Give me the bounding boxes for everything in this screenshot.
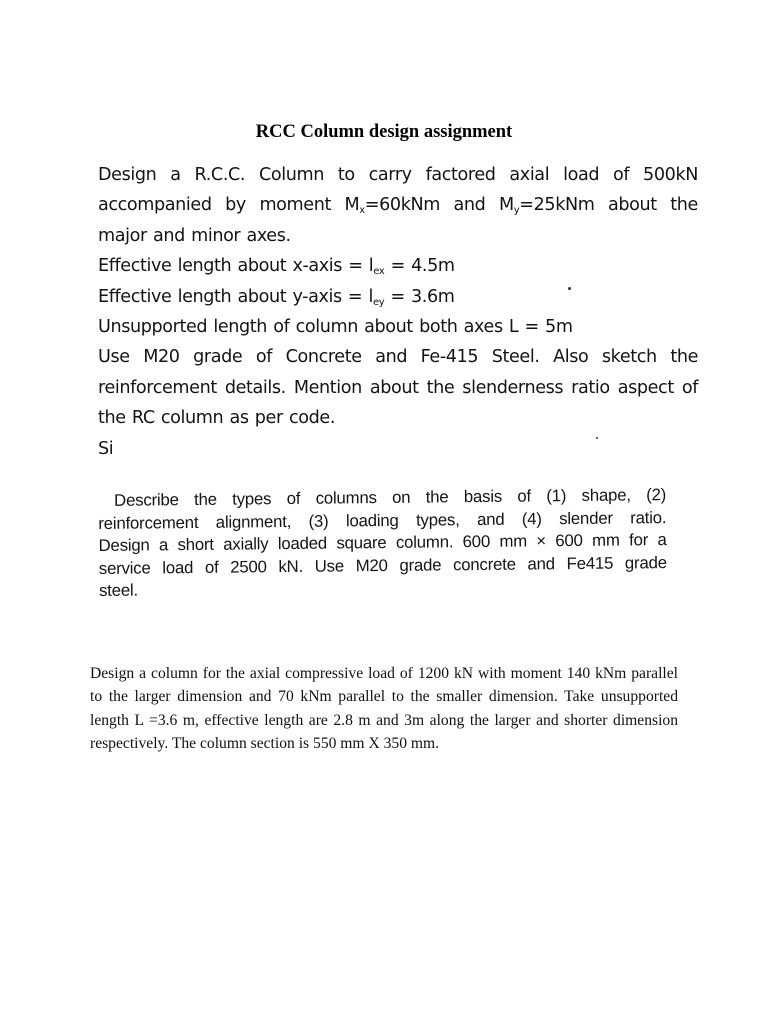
question1-line-2 [98, 190, 698, 220]
ley-subscript: ey [372, 296, 385, 308]
question1-cut-line: Si [98, 438, 114, 459]
my-subscript: y [513, 205, 520, 217]
scan-speck [568, 287, 571, 290]
question1-line-6: Unsupported length of column about both axes L = 5m [98, 316, 573, 337]
scanned-question-2 [98, 484, 667, 602]
question2-line-4: service load of 2500 kN. Use M20 grade concrete and Fe415 grade [98, 552, 667, 578]
page-title: RCC Column design assignment [255, 122, 513, 142]
scan-speck [596, 437, 598, 439]
question1-line-4 [98, 251, 698, 281]
ley-value: = 3.6m [384, 286, 455, 307]
question2-line-1: Describe the types of columns on the basis of (1) shape, (2) [114, 485, 667, 510]
question1-line-8: reinforcement details. Mention about the slenderness ratio aspect of [98, 377, 698, 398]
question2-line-2: reinforcement alignment, (3) loading types, and (4) slender ratio. [98, 507, 667, 533]
lex-label: Effective length about x-axis = l [98, 256, 374, 277]
question1-line-3: major and minor axes. [98, 225, 291, 246]
question1-line-9: the RC column as per code. [98, 408, 336, 429]
question2-line-3: Design a short axially loaded square column. 600 mm × 600 mm for a [98, 530, 667, 555]
question1-line-2-start: accompanied by moment M [98, 195, 360, 216]
mx-subscript: x [359, 205, 365, 217]
lex-subscript: ex [373, 266, 385, 278]
scanned-question-1 [98, 160, 698, 459]
mx-value: =60kNm and M [364, 195, 514, 216]
question1-line-5 [98, 282, 698, 312]
my-value: =25kNm about the [519, 195, 698, 216]
ley-label: Effective length about y-axis = l [98, 286, 373, 307]
question-3-paragraph: Design a column for the axial compressive load of 1200 kN with moment 140 kNm parallel to the larger dimension and 70 kNm parallel to the smaller dimension. Take unsupported length L =3.6 m, effective length are 2.8 m and 3m along the larger and shorter dimension respectively. The column section is 550 mm X 350 mm. [90, 665, 678, 753]
question1-line-1: Design a R.C.C. Column to carry factored axial load of 500kN [98, 165, 698, 185]
lex-value: = 4.5m [384, 256, 455, 277]
question1-line-7: Use M20 grade of Concrete and Fe-415 Steel. Also sketch the [98, 347, 698, 368]
question2-line-5: steel. [98, 580, 139, 600]
